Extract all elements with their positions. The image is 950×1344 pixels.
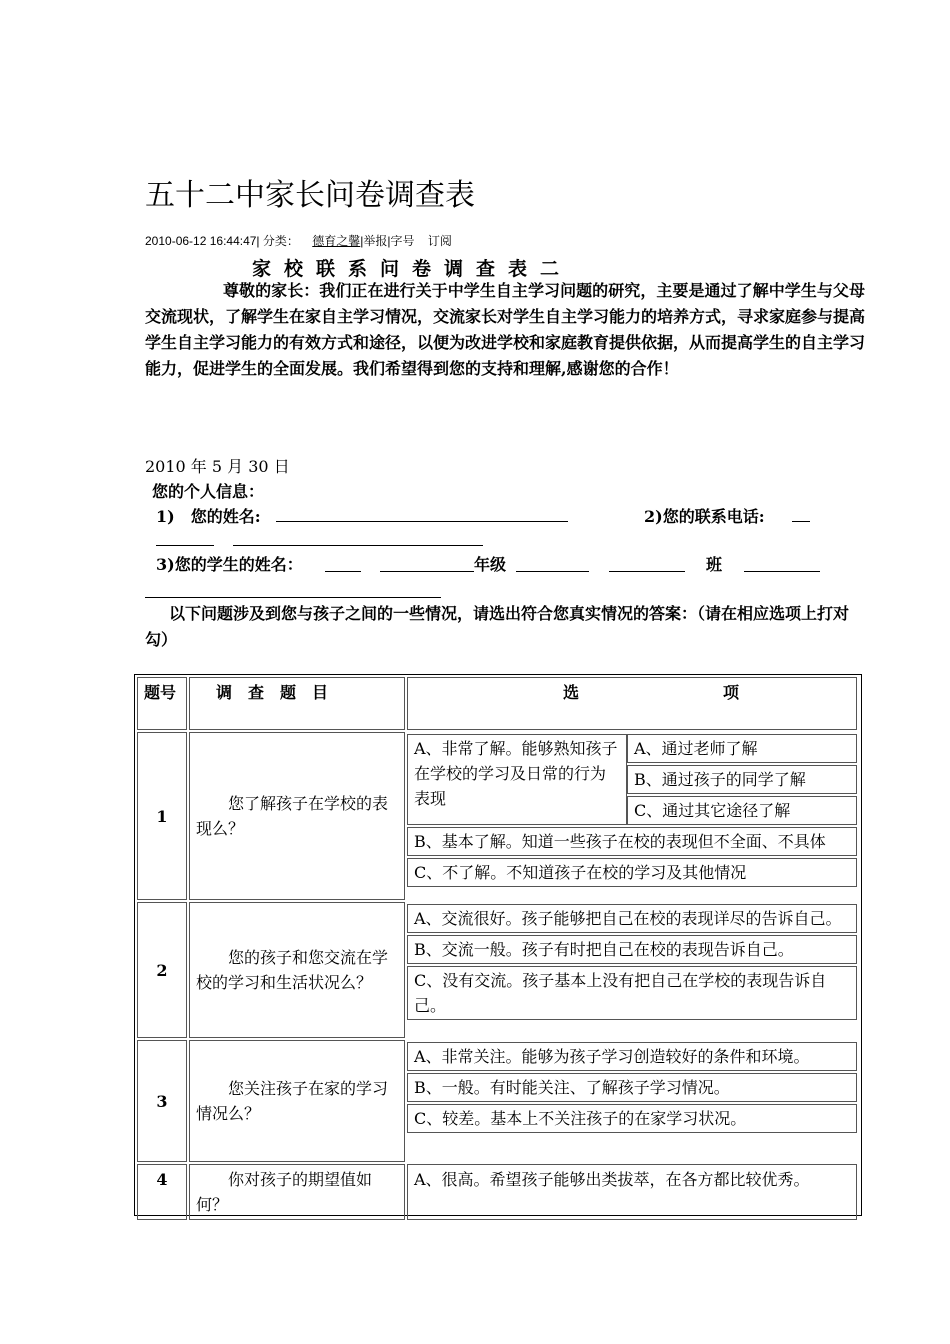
- phone-field-continued[interactable]: [156, 545, 214, 546]
- sub-option[interactable]: C、通过其它途径了解: [627, 796, 857, 825]
- option-a[interactable]: A、很高。希望孩子能够出类拔萃，在各方都比较优秀。: [407, 1164, 857, 1220]
- phone-label: 2)您的联系电话:: [644, 507, 765, 526]
- options-cell: [407, 732, 857, 900]
- option-c[interactable]: C、不了解。不知道孩子在校的学习及其他情况: [407, 858, 857, 887]
- post-actions[interactable]: |举报|字号: [360, 234, 415, 248]
- question-number: 4: [137, 1164, 187, 1220]
- question-number: 2: [137, 902, 187, 1038]
- category-label: 分类：: [262, 234, 299, 248]
- question-text: 您关注孩子在家的学习情况么？: [189, 1040, 405, 1162]
- parent-name-label: 1) 您的姓名:: [156, 507, 261, 526]
- personal-info-heading: 您的个人信息：: [152, 482, 265, 501]
- student-name-label: 3)您的学生的姓名：: [156, 555, 303, 574]
- blank-line: [145, 597, 441, 598]
- sub-option[interactable]: A、通过老师了解: [627, 734, 857, 763]
- survey-subtitle: 家校联系问卷调查表二: [252, 258, 573, 280]
- instructions: 以下问题涉及到您与孩子之间的一些情况，请选出符合您真实情况的答案：（请在相应选项上打对勾）: [145, 604, 850, 649]
- option-a[interactable]: A、交流很好。孩子能够把自己在校的表现详尽的告诉自己。: [407, 904, 857, 933]
- survey-table: [134, 674, 862, 1216]
- options-cell: [407, 902, 857, 1038]
- question-text: 您的孩子和您交流在学校的学习和生活状况么？: [189, 902, 405, 1038]
- post-meta: [145, 232, 452, 249]
- page-title: 五十二中家长问卷调查表: [145, 178, 475, 213]
- survey-date: 2010 年 5 月 30 日: [145, 457, 290, 476]
- option-c[interactable]: C、没有交流。孩子基本上没有把自己在学校的表现告诉自己。: [407, 966, 857, 1020]
- options-cell: [407, 1040, 857, 1162]
- phone-field-extra[interactable]: [233, 545, 483, 546]
- post-datetime: 2010-06-12 16:44:47|: [145, 234, 260, 248]
- subscribe-link[interactable]: 订阅: [427, 234, 452, 248]
- option-b[interactable]: B、交流一般。孩子有时把自己在校的表现告诉自己。: [407, 935, 857, 964]
- grade-label: 年级: [474, 555, 507, 574]
- header-number: 题号: [137, 677, 187, 730]
- option-c[interactable]: C、较差。基本上不关注孩子的在家学习状况。: [407, 1104, 857, 1133]
- header-question: 调 查 题 目: [189, 677, 405, 730]
- student-name-field-extra[interactable]: [380, 571, 474, 572]
- question-text: 你对孩子的期望值如何？: [189, 1164, 405, 1220]
- grade-field[interactable]: [516, 571, 589, 572]
- phone-field[interactable]: [792, 521, 810, 522]
- question-number: 1: [137, 732, 187, 900]
- grade-field-extra[interactable]: [609, 571, 685, 572]
- intro-paragraph: 尊敬的家长：我们正在进行关于中学生自主学习问题的研究，主要是通过了解中学生与父母交流现状，了解学生在家自主学习情况，交流家长对学生自主学习能力的培养方式，寻求家庭参与提高学生自主学习能力的有效方式和途径，以便为改进学校和家庭教育提供依据，从而提高学生的自主学习能力，促进学生的全面发展。我们希望得到您的支持和理解,感谢您的合作！: [145, 281, 866, 378]
- category-link[interactable]: 德育之馨: [312, 234, 361, 248]
- class-field[interactable]: [744, 571, 820, 572]
- header-options: 选 项: [407, 677, 857, 730]
- option-b[interactable]: B、一般。有时能关注、了解孩子学习情况。: [407, 1073, 857, 1102]
- option-b[interactable]: B、基本了解。知道一些孩子在校的表现但不全面、不具体: [407, 827, 857, 856]
- student-name-field[interactable]: [325, 571, 361, 572]
- parent-name-field[interactable]: [276, 521, 568, 522]
- sub-option[interactable]: B、通过孩子的同学了解: [627, 765, 857, 794]
- question-text: 您了解孩子在学校的表现么？: [189, 732, 405, 900]
- option-a[interactable]: A、非常了解。能够熟知孩子在学校的学习及日常的行为表现: [407, 734, 627, 825]
- option-a[interactable]: A、非常关注。能够为孩子学习创造较好的条件和环境。: [407, 1042, 857, 1071]
- class-label: 班: [706, 555, 723, 574]
- question-number: 3: [137, 1040, 187, 1162]
